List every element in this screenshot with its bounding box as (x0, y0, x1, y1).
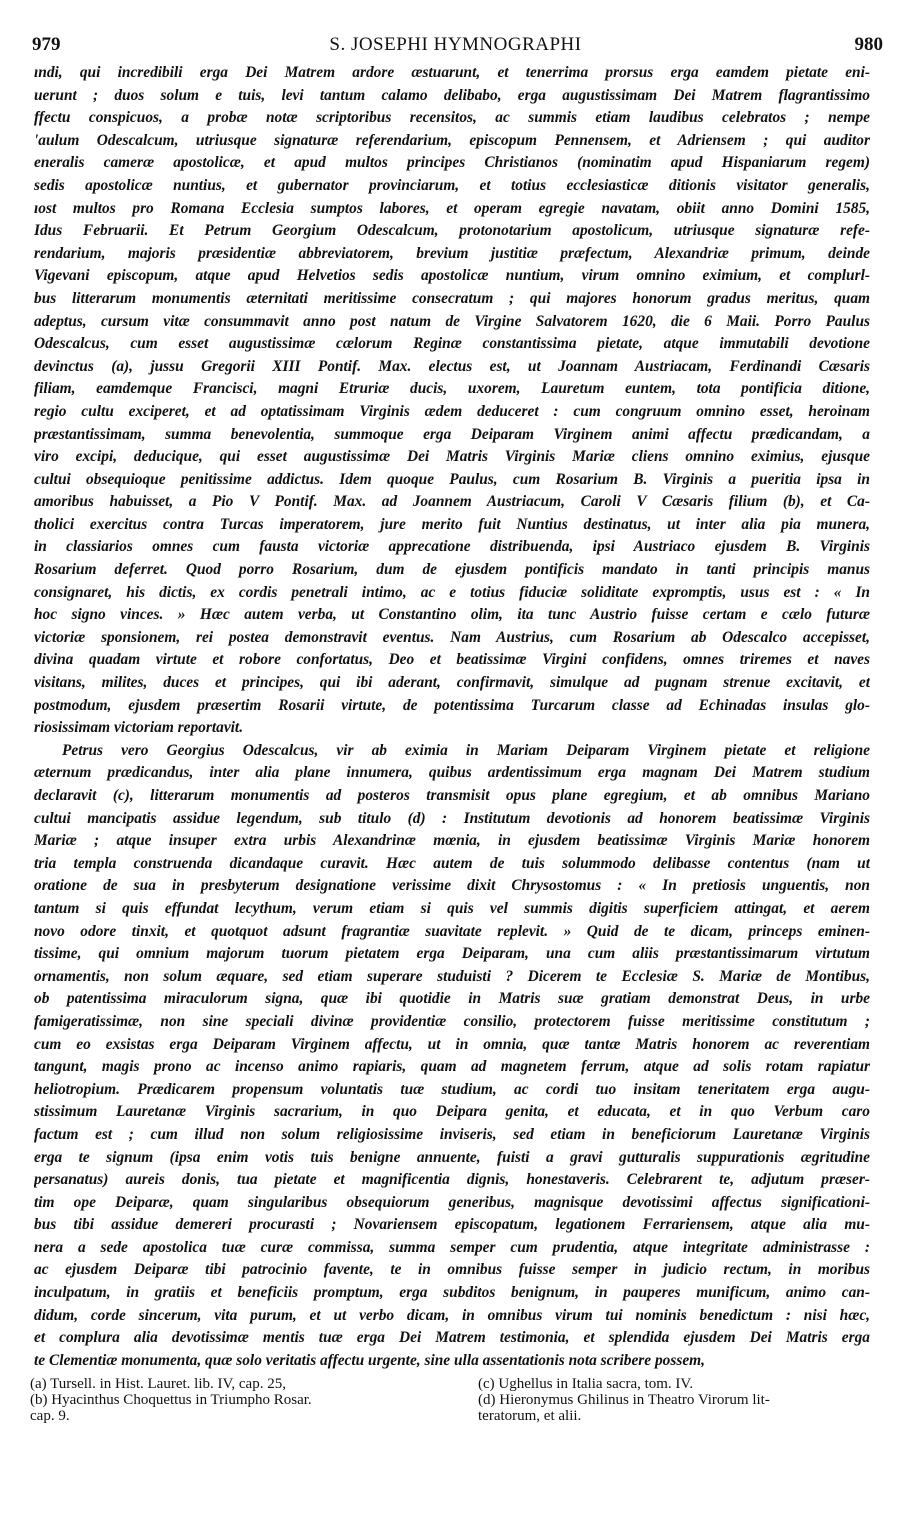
text-line: cultui obsequioque penitissime addictus. Idem quoque Paulus, cum Rosarium B. Virginis a pueritia ipsa in (34, 470, 870, 488)
text-line: stissimum Lauretanæ Virginis sacrarium, in quo Deipara genita, et educata, et in quo Verbum caro (34, 1103, 870, 1121)
text-line: cum eo exsistas erga Deiparam Virginem affectu, ut in omnia, quæ tantæ Matris honorem ac reverentiam (34, 1035, 870, 1053)
text-line: bus tibi assidue demereri procurasti ; Novariensem episcopatum, legationem Ferrariensem, atque alia mu- (34, 1216, 870, 1234)
text-line: Odescalcus, cum esset augustissimæ cælorum Reginæ constantissima pietate, atque immutabili devotione (34, 335, 870, 353)
running-title: S. JOSEPHI HYMNOGRAPHI (329, 34, 582, 55)
left-page-number: 979 (32, 34, 61, 55)
text-line: præstantissimam, summa benevolentia, summoque erga Deiparam Virginem animi affectu prædicandam, a (34, 425, 870, 443)
text-line: devinctus (a), jussu Gregorii XIII Pontif. Max. electus est, ut Joannam Austriacam, Ferdinandi Cæsaris (34, 357, 870, 375)
text-line: 'aulum Odescalcum, utriusque signaturæ referendarium, episcopum Pennensem, et Adriensem ; qui auditor (34, 131, 870, 149)
text-line: Idus Februarii. Et Petrum Georgium Odescalcum, protonotarium apostolicum, utriusque signaturæ refe- (34, 222, 870, 240)
footnote-line: cap. 9. (30, 1408, 70, 1424)
text-line: factum est ; cum illud non solum religiosissime inviseris, sed etiam in beneficiorum Lauretanæ Virginis (34, 1125, 870, 1143)
text-line: rendarium, majoris præsidentiæ abbreviatorem, brevium justitiæ præfectum, Alexandriæ primum, deinde (34, 244, 870, 262)
text-line: Mariæ ; atque insuper extra urbis Alexandrinæ mœnia, in ejusdem beatissimæ Virginis Mariæ honorem (34, 832, 870, 850)
text-line: Vigevani episcopum, atque apud Helvetios sedis apostolicæ nuntium, virum omnino eximium, et complurl- (34, 267, 870, 285)
text-line: tria templa construenda dicandaque curavit. Hæc autem de tuis solummodo delibasse contentus (nam ut (34, 854, 870, 872)
text-line: regio cultu exciperet, et ad optatissimam Virginis ædem deduceret : cum congruum omnino esset, heroinam (34, 402, 870, 420)
running-header (0, 34, 911, 60)
text-line: nera a sede apostolica tuæ curæ commissa, summa semper cum prudentia, atque integritate administrasse : (34, 1238, 870, 1256)
text-line: ornamentis, non solum æquare, sed etiam superare studuisti ? Dicerem te Ecclesiæ S. Mariæ de Montibus, (34, 967, 870, 985)
text-line: Rosarium deferret. Quod porro Rosarium, dum de ejusdem pontificis mandato in tanti principis manus (34, 561, 870, 579)
text-line: uerunt ; duos solum e tuis, levi tantum calamo delibabo, erga augustissimam Dei Matrem flagrantissimo (34, 86, 870, 104)
text-line: ffectu conspicuos, a probæ notæ scriptoribus recensitos, ac summis etiam laudibus celebratos ; nempe (34, 109, 870, 127)
text-line: æternum prædicandus, inter alia plane innumera, quibus ardentissimum erga magnam Dei Matrem studium (34, 764, 870, 782)
text-line: in classiarios omnes cum fausta victoriæ apprecatione distribuenda, ipsi Austriaco ejusdem B. Virginis (34, 538, 870, 556)
text-line: filiam, eamdemque Francisci, magni Etruriæ ducis, uxorem, Lauretum euntem, tota pontificia ditione, (34, 380, 870, 398)
right-page-number: 980 (854, 34, 883, 55)
text-line: tissime, qui omnium majorum tuorum pietatem erga Deiparam, una cum aliis præstantissimarum virtutum (34, 945, 870, 963)
text-line: famigeratissimæ, non sine speciali divinæ providentiæ consilio, protectorem fuisse meritissime constitutum ; (34, 1012, 870, 1030)
text-line: et complura alia devotissimæ mentis tuæ erga Dei Matrem testimonia, et splendida ejusdem Dei Matris erga (34, 1329, 870, 1347)
text-line: declaravit (c), litterarum monumentis ad posteros transmisit opus plane egregium, et ab omnibus Mariano (34, 787, 870, 804)
text-line: sedis apostolicæ nuntius, et gubernator provinciarum, et totius ecclesiasticæ ditionis visitator generalis, (34, 176, 870, 194)
text-line: bus litterarum monumentis æternitati meritissime consecratum ; qui majores honorum gradus meritus, quam (34, 289, 870, 307)
text-line: didum, corde sincerum, vita purum, et ut verbo dicam, in omnibus virum tui nominis benedictum : nisi hæc, (34, 1306, 870, 1324)
text-line: riosissimam victoriam reportavit. (34, 719, 244, 737)
text-line: Petrus vero Georgius Odescalcus, vir ab eximia in Mariam Deiparam Virginem pietate et religione (62, 741, 870, 759)
text-line: postmodum, ejusdem præsertim Rosarii virtute, de potentissima Turcarum classe ad Echinadas insulas glo- (34, 696, 870, 714)
footnote-line: (c) Ughellus in Italia sacra, tom. IV. (478, 1376, 694, 1392)
text-line: visitans, milites, duces et principes, qui ibi aderant, confirmavit, simulque ad pugnam strenue excitavit, et (34, 674, 870, 692)
text-line: amoribus habuisset, a Pio V Pontif. Max. ad Joannem Austriacum, Caroli V Cæsaris filium (b), et Ca- (34, 493, 870, 511)
text-line: novo odore tinxit, et quotquot adsunt fragrantiæ suavitate replevit. » Quid de te dicam, princeps eminen- (34, 922, 870, 940)
text-line: divina quadam virtute et robore confortatus, Deo et beatissimæ Virgini confidens, omnes triremes et naves (34, 651, 870, 669)
text-line: oratione de sua in presbyterum designatione verissime dixit Chrysostomus : « In pretiosis unguentis, non (34, 877, 870, 895)
footnote-line: (a) Tursell. in Hist. Lauret. lib. IV, cap. 25, (30, 1376, 286, 1392)
footnote-line: (d) Hieronymus Ghilinus in Theatro Virorum lit- (478, 1392, 770, 1408)
footnote-line: teratorum, et alii. (478, 1408, 582, 1424)
text-line: cultui mancipatis assidue legendum, sub titulo (d) : Institutum devotionis ad honorem beatissimæ Virginis (34, 809, 870, 827)
text-line: tangunt, magis prono ac incenso animo rapiaris, quam ad magnetem ferrum, atque ad solis rotam rapiatur (34, 1058, 870, 1076)
text-line: tantum si quis effundat lecythum, verum etiam si quis vel summis digitis superficiem attingat, et aerem (34, 899, 870, 917)
text-line: ıost multos pro Romana Ecclesia sumptos labores, et operam egregie navatam, obiit anno Domini 1585, (34, 199, 870, 217)
text-line: consignaret, his dictis, ex cordis penetrali intimo, ac e totius fiduciæ soliditate expromptis, usus est : « In (34, 583, 870, 601)
text-line: victoriæ sponsionem, rei postea demonstravit eventus. Nam Austrius, cum Rosarium ab Odescalco accepisset, (34, 628, 870, 646)
text-line: erga te signum (ipsa enim votis tuis benigne annuente, fuisti a gravi gutturalis suppurationis ægritudine (34, 1148, 870, 1166)
text-line: tim ope Deiparæ, quam singularibus obsequiorum generibus, magnisque devotissimi affectus significationi- (34, 1193, 870, 1211)
body-text (34, 62, 870, 1372)
text-line: heliotropium. Prædicarem propensum voluntatis tuæ studium, ac cordi tuo insitam teneritatem erga augu- (34, 1080, 870, 1098)
text-line: ındi, qui incredibili erga Dei Matrem ardore æstuarunt, et tenerrima prorsus erga eamdem pietate eni- (34, 64, 870, 81)
footnotes-right (478, 1376, 888, 1424)
text-line: viro excipi, deducique, qui esset augustissimæ Dei Matris Virginis Mariæ cliens omnino eximius, ejusque (34, 448, 870, 466)
text-line: eneralis cameræ apostolicæ, et apud multos principes Christianos (nominatim apud Hispaniarum regem) (34, 154, 870, 172)
text-line: inculpatum, in gratiis et beneficiis promptum, erga subditos benignum, in pauperes munificum, animo can- (34, 1284, 870, 1302)
footnotes-left (30, 1376, 450, 1424)
text-line: adeptus, cursum vitæ consummavit anno post natum de Virgine Salvatorem 1620, die 6 Maii. Porro Paulus (34, 312, 870, 330)
text-line: hoc signo vinces. » Hæc autem verba, ut Constantino olim, ita tunc Austrio fuisse certam e cælo futuræ (34, 606, 870, 624)
text-line: tholici exercitus contra Turcas imperatorem, jure merito fuit Nuntius destinatus, ut inter alia pia munera, (34, 515, 870, 533)
text-line: persanatus) aureis donis, tua pietate et magnificentia dignis, honestaveris. Celebrarent te, adjutum præser- (34, 1171, 870, 1189)
footnote-line: (b) Hyacinthus Choquettus in Triumpho Rosar. (30, 1392, 312, 1408)
text-line: ob patentissima miraculorum signa, quæ ibi quotidie in Matris suæ gratiam demonstrat Deus, in urbe (34, 990, 870, 1008)
text-line: ac ejusdem Deiparæ tibi patrocinio favente, te in omnibus fuisse semper in judicio rectum, in moribus (34, 1261, 870, 1279)
text-line: te Clementiæ monumenta, quæ solo veritatis affectu urgente, sine ulla assentationis nota scribere possem, (34, 1351, 705, 1369)
